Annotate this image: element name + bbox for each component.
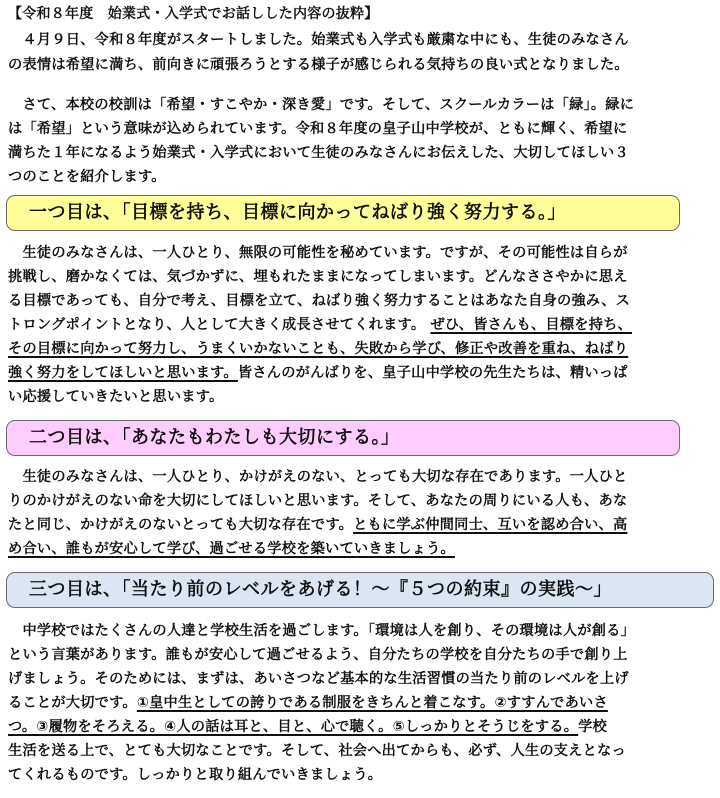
section-heading-1: 一つ目は、「目標を持ち、目標に向かってねばり強く努力する。」 <box>6 195 680 231</box>
section1-line <box>8 363 708 383</box>
document-title: 【令和８年度 始業式・入学式でお話しした内容の抜粋】 <box>8 6 379 22</box>
section2-line: 生徒のみなさんは、一人ひとり、かけがえのない、とっても大切な存在であります。一人ひと <box>8 469 628 485</box>
section1-line: 生徒のみなさんは、一人ひとり、無限の可能性を秘めています。ですが、その可能性は自らが <box>8 245 628 261</box>
section2-underlined-text: ともに学ぶ仲間同士、互いを認め合い、高 <box>353 517 628 533</box>
section1-underlined-text: 強く努力をしてほしいと思います。 <box>8 365 238 381</box>
section3-line: 中学校ではたくさんの人達と学校生活を過ごします。「環境は人を創り、その環境は人が創る」 <box>8 623 636 639</box>
section3-line <box>8 693 708 713</box>
section3-line-plain: ることが大切です。 <box>8 695 137 711</box>
section1-line <box>8 339 708 359</box>
section3-underlined-text: つ。③履物をそろえる。④人の話は耳と、目と、心で聴く。⑤しっかりとそうじをする。 <box>8 719 579 735</box>
school-line: つのことを紹介します。 <box>8 169 166 185</box>
section3-line: 生活を送る上で、とても大切なことです。そして、社会へ出てからも、必ず、人生の支えとなっ <box>8 743 626 759</box>
section1-underlined-text: ぜひ、皆さんも、目標を持ち、 <box>430 317 633 333</box>
school-line: は「希望」という意味が込められています。令和８年度の皇子山中学校が、ともに輝く、希望に <box>8 121 628 137</box>
section1-line-plain: トロングポイントとなり、人として大きく成長させてくれます。 <box>8 317 426 333</box>
section1-line: い応援していきたいと思います。 <box>8 389 224 405</box>
section-heading-2: 二つ目は、「あなたもわたしも大切にする。」 <box>6 420 680 456</box>
intro-line: ４月９日、令和８年度がスタートしました。始業式も入学式も厳粛な中にも、生徒のみなさん <box>8 32 629 48</box>
section3-line: げましょう。そのためには、まずは、あいさつなど基本的な生活習慣の当たり前のレベルを上げ <box>8 671 629 687</box>
section3-line <box>8 717 708 737</box>
school-line: 満ちた１年になるよう始業式・入学式において生徒のみなさんにお伝えした、大切してほしい３ <box>8 145 629 161</box>
section2-line <box>8 539 708 559</box>
school-line: さて、本校の校訓は「希望・すこやか・深き愛」です。そして、スクールカラーは「緑」。緑に <box>8 97 635 113</box>
section2-line: りのかけがえのない命を大切にしてほしいと思います。そして、あなたの周りにいる人も、あな <box>8 493 628 509</box>
section1-underlined-text: その目標に向かって努力し、うまくいかないことも、失敗から学び、修正や改善を重ね、ねばり <box>8 341 629 357</box>
section1-line: る目標であっても、自分で考え、目標を立て、ねばり強く努力することはあなた自身の強み、ス <box>8 293 631 309</box>
section3-line: という言葉があります。誰もが安心して過ごせるよう、自分たちの学校を自分たちの手で創り上 <box>8 647 628 663</box>
section-heading-3: 三つ目は、「当たり前のレベルをあげる！～『５つの約束』の実践～」 <box>6 572 714 608</box>
section2-line-plain: たと同じ、かけがえのないとっても大切な存在です。 <box>8 517 354 533</box>
section1-line: 挑戦し、磨かなくては、気づかずに、埋もれたままになってしまいます。どんなささやかに思え <box>8 269 628 285</box>
section3-line-plain: 学校 <box>578 719 608 735</box>
section1-line <box>8 315 708 335</box>
section2-underlined-text: め合い、誰もが安心して学び、過ごせる学校を築いていきましょう。 <box>8 541 455 557</box>
section1-line-plain: 皆さんのがんばりを、皇子山中学校の先生たちは、精いっぱ <box>237 365 628 381</box>
section3-underlined-text: ①皇中生としての誇りである制服をきちんと着こなす。②すすんであいさ <box>136 695 608 711</box>
section2-line <box>8 515 708 535</box>
section3-line: てくれるものです。しっかりと取り組んでいきましょう。 <box>8 767 383 783</box>
intro-line: の表情は希望に満ち、前向きに頑張ろうとする様子が感じられる気持ちの良い式となりました。 <box>8 57 629 73</box>
